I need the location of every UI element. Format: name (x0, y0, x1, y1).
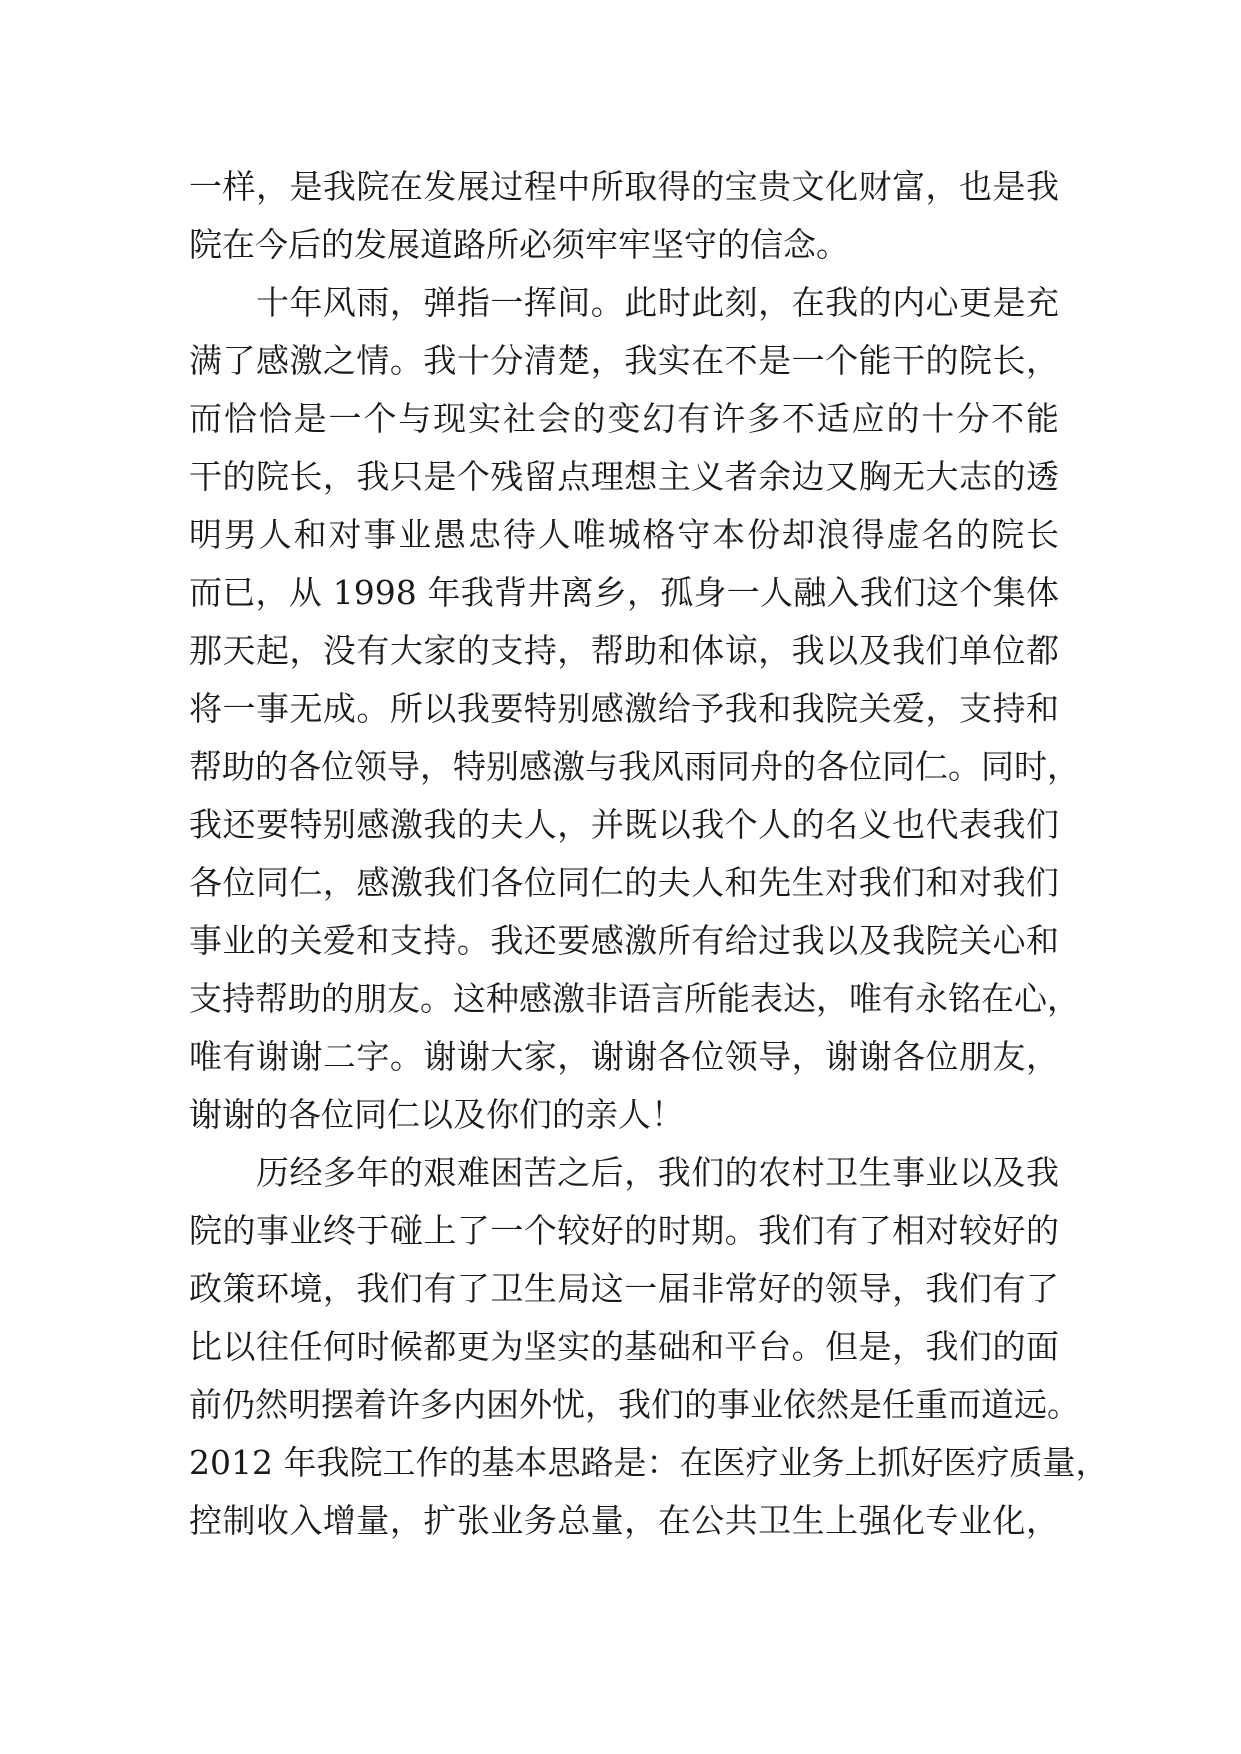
text-line: 明男人和对事业愚忠待人唯城格守本份却浪得虚名的院长 (189, 515, 1059, 554)
text-line: 政策环境，我们有了卫生局这一届非常好的领导，我们有了 (189, 1269, 1059, 1308)
text-line: 将一事无成。所以我要特别感激给予我和我院关爱，支持和 (189, 689, 1059, 728)
text-line: 干的院长，我只是个残留点理想主义者余边又胸无大志的透 (189, 457, 1059, 496)
paragraph (189, 1144, 1109, 1550)
paragraph (189, 274, 1080, 1144)
text-line: 而已，从 1998 年我背井离乡，孤身一人融入我们这个集体 (189, 573, 1059, 612)
text-line: 一样，是我院在发展过程中所取得的宝贵文化财富，也是我 (189, 167, 1059, 206)
text-line: 而恰恰是一个与现实社会的变幻有许多不适应的十分不能 (189, 399, 1059, 438)
text-line: 院在今后的发展道路所必须牢牢坚守的信念。 (189, 225, 849, 264)
text-line: 2012 年我院工作的基本思路是：在医疗业务上抓好医疗质量， (189, 1443, 1109, 1482)
text-line: 那天起，没有大家的支持，帮助和体谅，我以及我们单位都 (189, 631, 1059, 670)
text-line: 前仍然明摆着许多内困外忧，我们的事业依然是任重而道远。 (189, 1385, 1080, 1424)
text-line: 唯有谢谢二字。谢谢大家，谢谢各位领导，谢谢各位朋友， (189, 1037, 1059, 1076)
document-body (189, 158, 1109, 1550)
text-line: 十年风雨，弹指一挥间。此时此刻，在我的内心更是充 (189, 283, 1059, 322)
text-line: 控制收入增量，扩张业务总量，在公共卫生上强化专业化， (189, 1501, 1059, 1540)
text-line: 谢谢的各位同仁以及你们的亲人！ (189, 1095, 684, 1134)
text-line: 帮助的各位领导，特别感激与我风雨同舟的各位同仁。同时， (189, 747, 1080, 786)
text-line: 院的事业终于碰上了一个较好的时期。我们有了相对较好的 (189, 1211, 1059, 1250)
text-line: 支持帮助的朋友。这种感激非语言所能表达，唯有永铭在心， (189, 979, 1080, 1018)
text-line: 满了感激之情。我十分清楚，我实在不是一个能干的院长， (189, 341, 1059, 380)
paragraph (189, 158, 1059, 274)
text-line: 比以往任何时候都更为坚实的基础和平台。但是，我们的面 (189, 1327, 1059, 1366)
text-line: 我还要特别感激我的夫人，并既以我个人的名义也代表我们 (189, 805, 1059, 844)
text-line: 事业的关爱和支持。我还要感激所有给过我以及我院关心和 (189, 921, 1059, 960)
text-line: 各位同仁，感激我们各位同仁的夫人和先生对我们和对我们 (189, 863, 1059, 902)
text-line: 历经多年的艰难困苦之后，我们的农村卫生事业以及我 (189, 1153, 1059, 1192)
